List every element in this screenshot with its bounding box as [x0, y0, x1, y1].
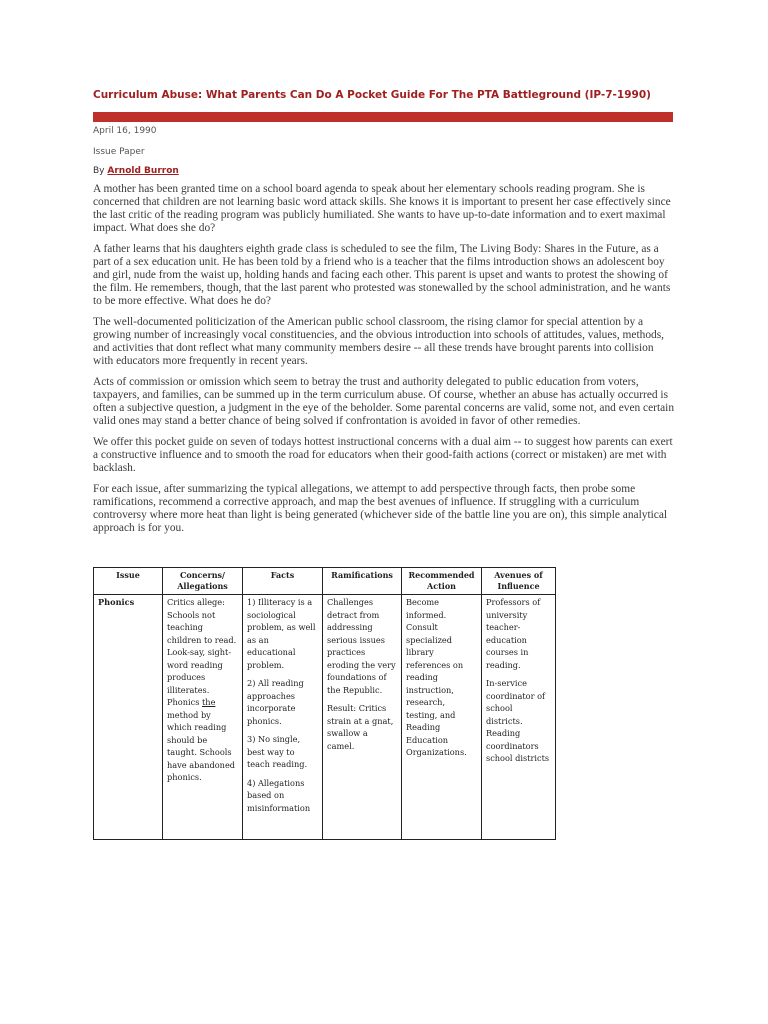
issues-table — [93, 567, 556, 840]
header-recommended-action: Recommended Action — [402, 568, 482, 595]
paragraph: A mother has been granted time on a school board agenda to speak about her elementary schools reading program. She is concerned that children are not learning basic word attack skills. She knows it is important to present her case effectively since the last critic of the reading program was publicly humiliated. She wants to have up-to-date information and to exert maximal impact. What does she do? — [93, 183, 671, 234]
byline — [93, 166, 179, 176]
issue-name: Phonics — [98, 597, 135, 607]
ramification-item: Challenges detract from addressing serious issues practices eroding the very foundations of the Republic. — [327, 597, 396, 695]
header-issue: Issue — [94, 568, 163, 595]
concerns-underlined: the — [202, 697, 216, 707]
avenue-item: Professors of university teacher-education courses in reading. — [486, 597, 541, 670]
concerns-text: Critics allege: Schools not teaching children to read. Look-say, sight-word reading produces illiterates. Phonics — [167, 597, 237, 707]
concerns-text-end: method by which reading should be taught. Schools have abandoned phonics. — [167, 709, 236, 782]
publish-date: April 16, 1990 — [93, 126, 157, 136]
cell-issue — [94, 595, 163, 840]
paragraph: A father learns that his daughters eighth grade class is scheduled to see the film, The Living Body: Shares in the Future, as a part of a sex education unit. He has been told by a friend who is a teacher that the films introduction shows an adolescent boy and girl, nude from the waist up, holding hands and facing each other. This parent is upset and wants to protest the showing of the film. He remembers, though, that the last parent who protested was stonewalled by the school administration, and he wants to be more effective. What does he do? — [93, 243, 671, 307]
action-text: Become informed. Consult specialized library references on reading instruction, research, testing, and Reading Education Organizations. — [406, 597, 467, 757]
table-header-row — [94, 568, 556, 595]
header-facts: Facts — [243, 568, 323, 595]
fact-item: 4) Allegations based on misinformation — [247, 777, 311, 813]
fact-item: 1) Illiteracy is a sociological problem, as well as an educational problem. — [247, 597, 316, 670]
title-divider-bar — [93, 112, 673, 122]
paragraph: The well-documented politicization of the American public school classroom, the rising clamor for special attention by a growing number of increasingly vocal constituencies, and the obvious introduction into schools of attitudes, values, methods, and activities that dont reflect what many community members desire -- all these trends have brought parents into collision with educators more frequently in recent years. — [93, 316, 665, 367]
header-concerns: Concerns/ Allegations — [163, 568, 243, 595]
cell-avenues — [482, 595, 556, 840]
paper-type: Issue Paper — [93, 147, 145, 157]
avenue-item: In-service coordinator of school districts. Reading coordinators school districts — [486, 678, 550, 763]
byline-prefix: By — [93, 166, 105, 176]
ramification-item: Result: Critics strain at a gnat, swallow a camel. — [327, 703, 394, 751]
cell-concerns — [163, 595, 243, 840]
table-row — [94, 595, 556, 840]
paragraph: Acts of commission or omission which seem to betray the trust and authority delegated to public education from voters, taxpayers, and families, can be summed up in the term curriculum abuse. Of course, whether an abuse has actually occurred is often a subjective question, a judgment in the eye of the beholder. Some parental concerns are valid, some not, and even certain valid ones may stand a better chance of being solved if confrontation is avoided in favor of other remedies. — [93, 376, 675, 427]
article-body — [93, 183, 675, 543]
cell-facts — [243, 595, 323, 840]
cell-ramifications — [323, 595, 402, 840]
cell-recommended-action — [402, 595, 482, 840]
fact-item: 3) No single, best way to teach reading. — [247, 734, 308, 769]
fact-item: 2) All reading approaches incorporate phonics. — [247, 678, 304, 726]
article-title: Curriculum Abuse: What Parents Can Do A Pocket Guide For The PTA Battleground (IP-7-1990) — [93, 89, 651, 101]
header-ramifications: Ramifications — [323, 568, 402, 595]
header-avenues: Avenues of Influence — [482, 568, 556, 595]
paragraph: We offer this pocket guide on seven of todays hottest instructional concerns with a dual aim -- to suggest how parents can exert a constructive influence and to smooth the road for educators when their good-faith actions (correct or mistaken) are met with backlash. — [93, 436, 673, 474]
paragraph: For each issue, after summarizing the typical allegations, we attempt to add perspective through facts, then probe some ramifications, recommend a corrective approach, and map the best avenues of influence. If struggling with a curriculum controversy where more heat than light is being generated (whichever side of the battle line you are on), this simple analytical approach is for you. — [93, 483, 668, 534]
author-link[interactable]: Arnold Burron — [107, 166, 179, 176]
